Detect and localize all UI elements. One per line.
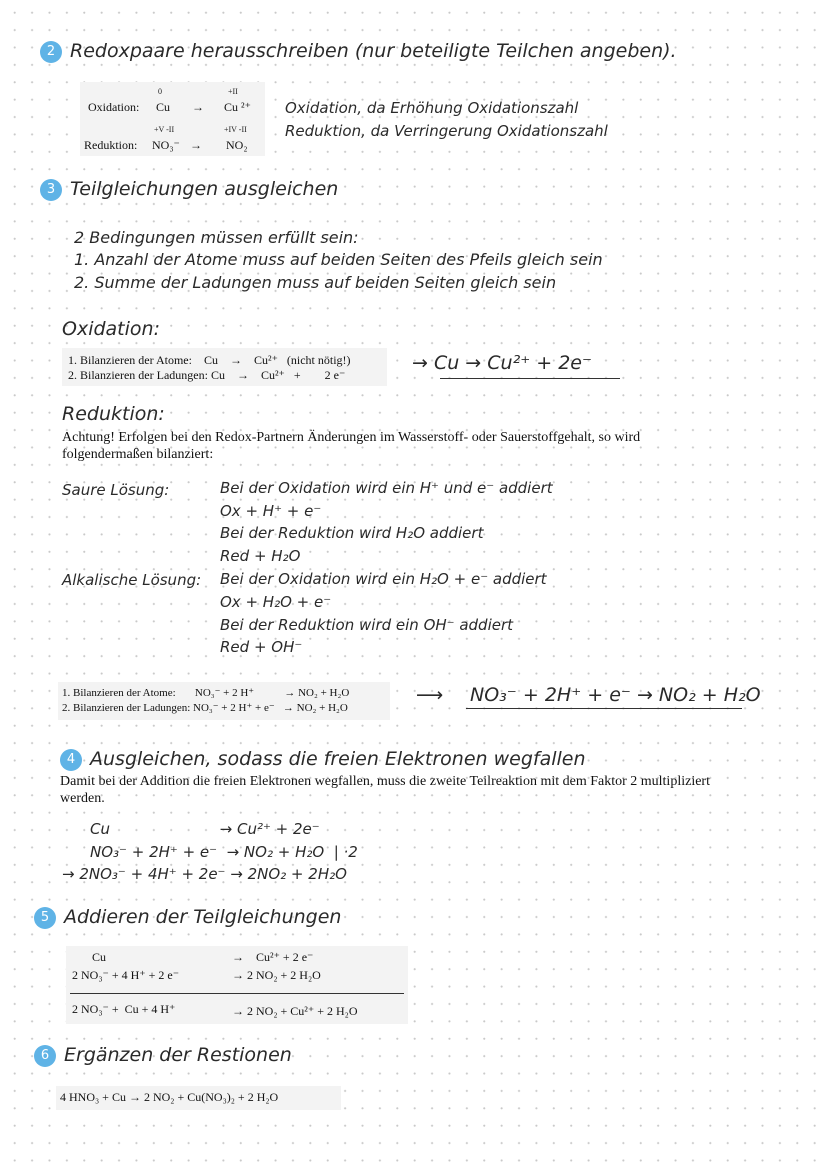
section-title: Addieren der Teilgleichungen xyxy=(64,906,342,928)
section-title: Teilgleichungen ausgleichen xyxy=(70,178,339,200)
add-right-1: → Cu²⁺ + 2 e⁻ xyxy=(232,950,314,964)
add-left-1: Cu xyxy=(92,950,107,964)
step-number-badge: 5 xyxy=(34,907,56,929)
reduction-result-underline xyxy=(466,708,742,709)
alkaline-rule-1: Bei der Oxidation wird ein H₂O + e⁻ addiert xyxy=(220,570,547,588)
acid-rule-2: Ox + H⁺ + e⁻ xyxy=(220,502,322,520)
alkaline-rule-4: Red + OH⁻ xyxy=(220,638,303,656)
s4-equation-3: → 2NO₃⁻ + 4H⁺ + 2e⁻ → 2NO₂ + 2H₂O xyxy=(62,865,347,883)
reduction-result: NO₃⁻ + 2H⁺ + e⁻ → NO₂ + H₂O xyxy=(470,684,761,706)
step-number-badge: 3 xyxy=(40,179,62,201)
step-number-badge: 6 xyxy=(34,1045,56,1067)
final-equation: 4 HNO₃ + Cu → 2 NO₂ + Cu(NO₃)₂ + 2 H₂O xyxy=(60,1090,279,1104)
condition-1: 1. Anzahl der Atome muss auf beiden Seiten des Pfeils gleich sein xyxy=(74,250,603,269)
addition-rule xyxy=(70,993,404,994)
conditions-intro: 2 Bedingungen müssen erfüllt sein: xyxy=(74,228,359,247)
acid-rule-4: Red + H₂O xyxy=(220,547,301,565)
reduction-note: Reduktion, da Verringerung Oxidationszahl xyxy=(285,122,608,140)
section-4-heading xyxy=(60,748,586,771)
add-left-3: 2 NO₃⁻ + Cu + 4 H⁺ xyxy=(72,1002,176,1016)
oxidation-result-underline xyxy=(440,378,620,379)
ox-arrow: → xyxy=(192,100,204,114)
reduction-label: Reduktion: xyxy=(84,138,138,152)
oxidation-result: → Cu → Cu²⁺ + 2e⁻ xyxy=(412,352,593,374)
section-3-heading xyxy=(40,178,338,201)
add-right-2: → 2 NO₂ + 2 H₂O xyxy=(232,968,321,982)
acid-label: Saure Lösung: xyxy=(62,481,170,499)
section-5-heading xyxy=(34,906,341,929)
section-6-heading xyxy=(34,1044,292,1067)
section-title: Redoxpaare herausschreiben (nur beteiligte Teilchen angeben). xyxy=(70,40,677,62)
add-right-3: → 2 NO₂ + Cu²⁺ + 2 H₂O xyxy=(232,1004,358,1018)
section-2-heading xyxy=(40,40,677,63)
ox-number-cu2: +II xyxy=(228,87,238,96)
red-arrow: → xyxy=(190,138,202,152)
condition-2: 2. Summe der Ladungen muss auf beiden Seiten gleich sein xyxy=(74,273,557,292)
reduction-heading: Reduktion: xyxy=(62,403,165,425)
ox-number-no3: +V -II xyxy=(154,125,175,134)
acid-rule-1: Bei der Oxidation wird ein H⁺ und e⁻ addiert xyxy=(220,479,553,497)
step-number-badge: 4 xyxy=(60,749,82,771)
alkaline-rule-2: Ox + H₂O + e⁻ xyxy=(220,593,332,611)
oxidation-note: Oxidation, da Erhöhung Oxidationszahl xyxy=(285,99,579,117)
step-number-badge: 2 xyxy=(40,41,62,63)
alkaline-label: Alkalische Lösung: xyxy=(62,571,202,589)
reduction-note-2: folgendermaßen bilanziert: xyxy=(62,447,214,462)
red-right: NO₂ xyxy=(226,138,248,152)
oxidation-heading: Oxidation: xyxy=(62,318,160,340)
ox-left: Cu xyxy=(156,100,171,114)
s4-equation-2: NO₃⁻ + 2H⁺ + e⁻ → NO₂ + H₂O | ·2 xyxy=(90,843,358,861)
oxidation-label: Oxidation: xyxy=(88,100,140,114)
ox-balance-row-1: 1. Bilanzieren der Atome: Cu → Cu²⁺ (nicht nötig!) xyxy=(68,353,351,367)
red-balance-row-2: 2. Bilanzieren der Ladungen: NO₃⁻ + 2 H⁺ + e⁻ → NO₂ + H₂O xyxy=(62,702,348,714)
section-4-text-2: werden. xyxy=(60,791,105,806)
ox-number-no2: +IV -II xyxy=(224,125,247,134)
add-left-2: 2 NO₃⁻ + 4 H⁺ + 2 e⁻ xyxy=(72,968,180,982)
red-balance-row-1: 1. Bilanzieren der Atome: NO₃⁻ + 2 H⁺ → NO₂ + H₂O xyxy=(62,687,350,699)
acid-rule-3: Bei der Reduktion wird H₂O addiert xyxy=(220,524,484,542)
ox-right: Cu ²⁺ xyxy=(224,100,251,114)
reduction-note-1: Achtung! Erfolgen bei den Redox-Partnern Änderungen im Wasserstoff- oder Sauerstoffgehalt, so wird xyxy=(62,430,641,445)
alkaline-rule-3: Bei der Reduktion wird ein OH⁻ addiert xyxy=(220,616,514,634)
section-title: Ausgleichen, sodass die freien Elektronen wegfallen xyxy=(90,748,586,770)
section-title: Ergänzen der Restionen xyxy=(64,1044,292,1066)
s4-equation-1: Cu → Cu²⁺ + 2e⁻ xyxy=(90,820,320,838)
red-result-arrow: ⟶ xyxy=(416,684,444,706)
ox-number-cu: 0 xyxy=(158,87,162,96)
section-4-text-1: Damit bei der Addition die freien Elektronen wegfallen, muss die zweite Teilreaktion mit dem Faktor 2 multipliziert xyxy=(60,774,710,789)
ox-balance-row-2: 2. Bilanzieren der Ladungen: Cu → Cu²⁺ + 2 e⁻ xyxy=(68,368,346,382)
red-left: NO₃⁻ xyxy=(152,138,180,152)
